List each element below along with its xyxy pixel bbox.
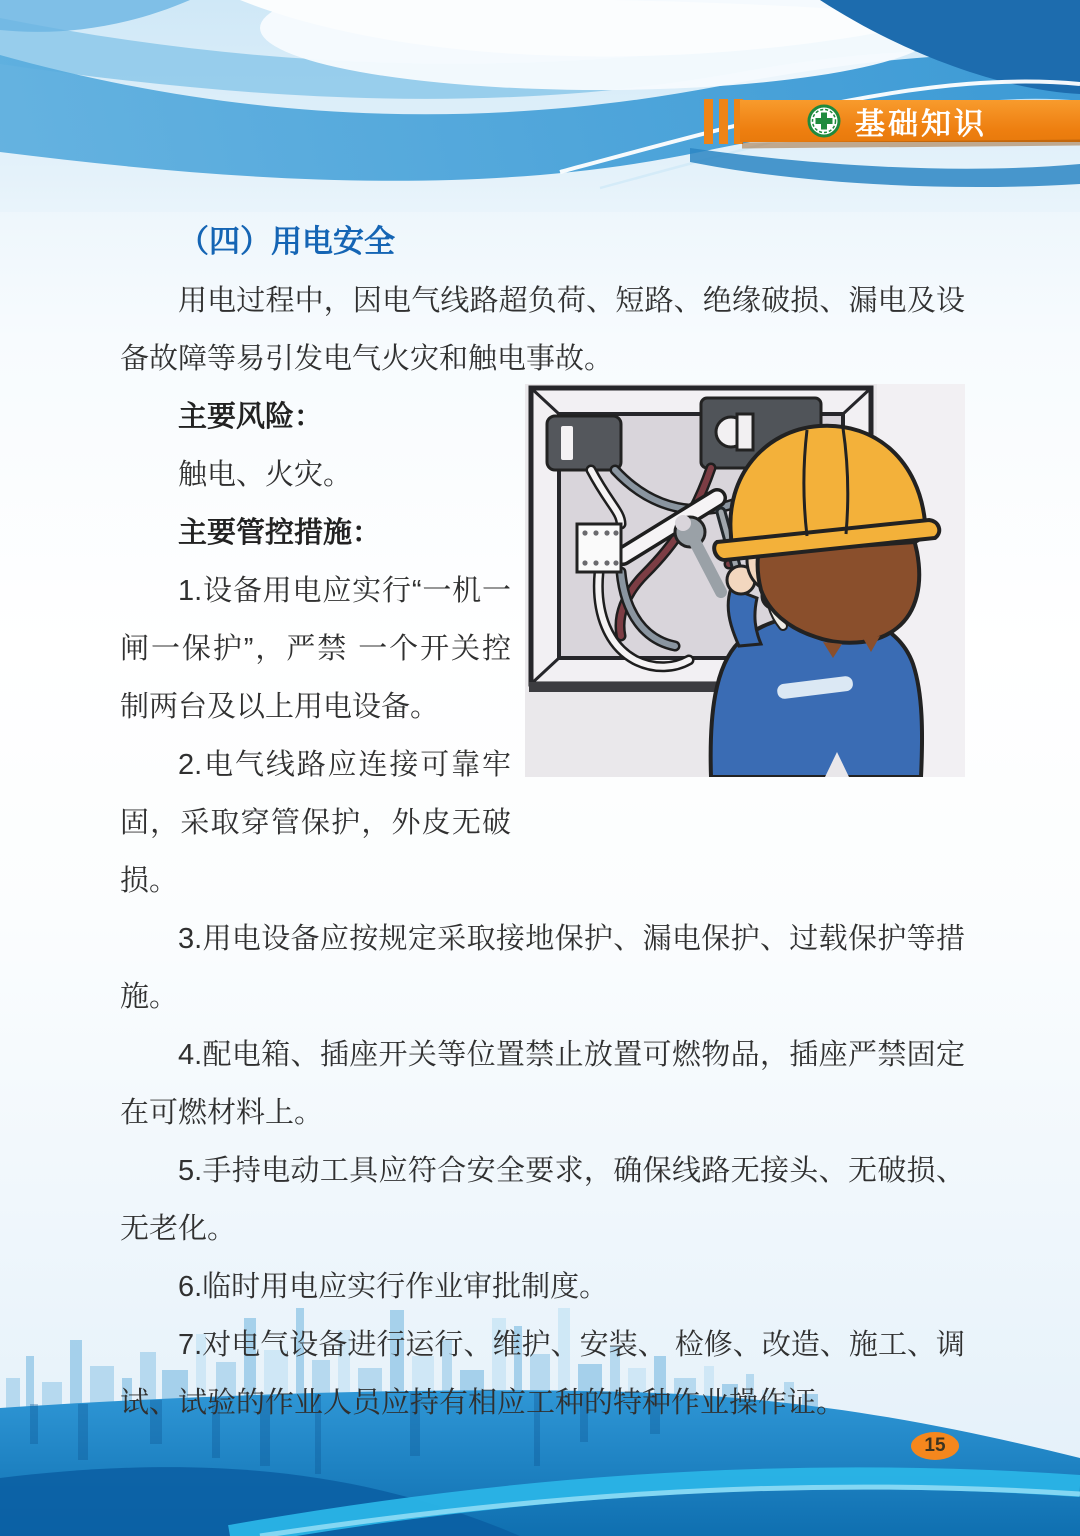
measure-item: 4.配电箱、插座开关等位置禁止放置可燃物品，插座严禁固定在可燃材料上。 (120, 1039, 965, 1129)
accent-bar (719, 99, 728, 144)
measure-item: 2.电气线路应连接可靠牢固，采取穿管保护，外皮无破损。 (120, 749, 511, 897)
measure-item: 3.用电设备应按规定采取接地保护、漏电保护、过载保护等措施。 (120, 923, 965, 1013)
intro-paragraph: 用电过程中，因电气线路超负荷、短路、绝缘破损、漏电及设备故障等易引发电气火灾和触电事故。 (120, 285, 965, 375)
measure-item: 6.临时用电应实行作业审批制度。 (178, 1271, 609, 1303)
section-header-label: 基础知识 (855, 108, 987, 141)
risk-heading: 主要风险： (178, 401, 324, 433)
page-number-badge (911, 1432, 959, 1460)
section-header-banner (740, 100, 1080, 142)
safety-logo-icon (807, 104, 841, 138)
header-accent-bars (704, 99, 743, 144)
measure-item: 1.设备用电应实行“一机一闸一保护”，严禁 一个开关控制两台及以上用电设备。 (120, 575, 511, 723)
accent-bar (704, 99, 713, 144)
page-title: （四）用电安全 (178, 224, 395, 259)
page-number: 15 (924, 1435, 946, 1456)
electrician-illustration (525, 384, 965, 777)
measures-heading: 主要管控措施： (178, 517, 382, 549)
risk-text: 触电、火灾。 (178, 459, 353, 491)
measure-item: 5.手持电动工具应符合安全要求，确保线路无接头、无破损、无老化。 (120, 1155, 965, 1245)
measure-item: 7.对电气设备进行运行、维护、安装、 检修、改造、施工、调试、试验的作业人员应持有相应工种的特种作业操作证。 (120, 1329, 965, 1419)
